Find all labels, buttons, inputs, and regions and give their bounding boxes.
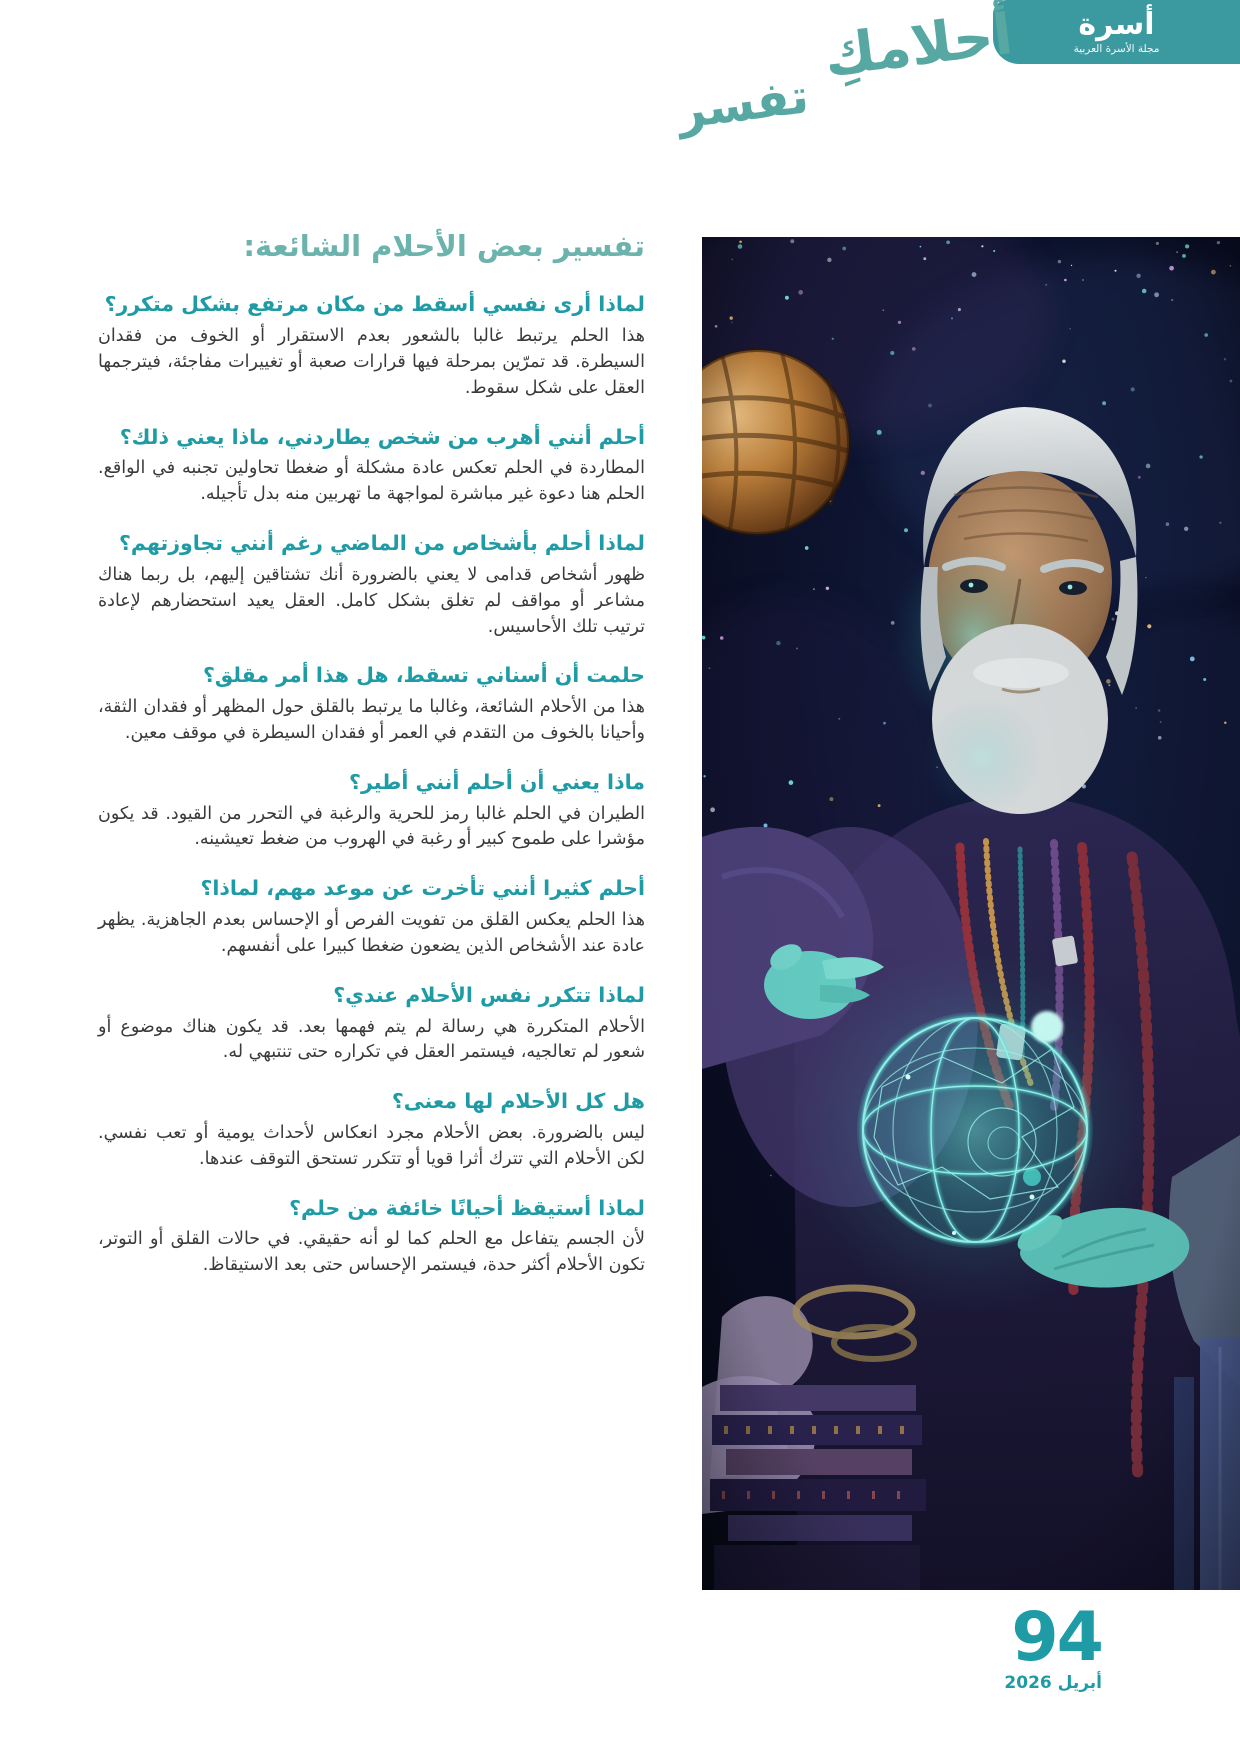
answer-text: ليس بالضرورة. بعض الأحلام مجرد انعكاس لأحداث يومية أو تعب نفسي. لكن الأحلام التي تترك أثرا قويا أو تتكرر تستحق التوقف عندها. bbox=[98, 1123, 645, 1169]
question-heading: لماذا أحلم بأشخاص من الماضي رغم أنني تجاوزتهم؟ bbox=[119, 531, 645, 556]
page-number: 94 bbox=[1011, 1598, 1102, 1677]
answer-text: ظهور أشخاص قدامى لا يعني بالضرورة أنك تشتاقين إليهم، بل ربما هناك مشاعر أو مواقف لم تغلق بشكل كامل. العقل يعيد استحضارهم لإعادة ترتيب تلك الأحاسيس. bbox=[98, 564, 645, 637]
qa-item bbox=[98, 423, 645, 508]
qa-item bbox=[98, 529, 645, 640]
question-heading: أحلم أنني أهرب من شخص يطاردني، ماذا يعني ذلك؟ bbox=[119, 424, 645, 449]
answer-text: لأن الجسم يتفاعل مع الحلم كما لو أنه حقيقي. في حالات القلق أو التوتر، تكون الأحلام أكثر حدة، فيستمر الإحساس حتى بعد الاستيقاظ. bbox=[98, 1229, 645, 1276]
magazine-logo-badge bbox=[993, 0, 1240, 64]
qa-item bbox=[98, 1194, 645, 1279]
magazine-logo: أسرة bbox=[1078, 6, 1155, 42]
article-title-word-2: تفسر bbox=[674, 68, 812, 140]
article-title-calligraphy bbox=[669, 2, 1016, 140]
answer-text: هذا من الأحلام الشائعة، وغالبا ما يرتبط بالقلق حول المظهر أو فقدان الثقة، وأحيانا بالخوف من التقدم في العمر أو فقدان السيطرة في موقف معين. bbox=[98, 697, 645, 744]
answer-text: المطاردة في الحلم تعكس عادة مشكلة أو ضغطا تحاولين تجنبه في الواقع. الحلم هنا دعوة غير مباشرة لمواجهة ما تهربين منه بدل تأجيله. bbox=[98, 458, 645, 505]
qa-item bbox=[98, 768, 645, 853]
article-column bbox=[98, 228, 645, 1300]
question-heading: ماذا يعني أن أحلم أنني أطير؟ bbox=[349, 769, 645, 794]
qa-item bbox=[98, 290, 645, 401]
question-heading: حلمت أن أسناني تسقط، هل هذا أمر مقلق؟ bbox=[202, 663, 645, 688]
question-heading: أحلم كثيرا أنني تأخرت عن موعد مهم، لماذا؟ bbox=[200, 876, 645, 901]
vignette-overlay bbox=[702, 237, 1240, 1590]
answer-text: هذا الحلم يعكس القلق من تفويت الفرص أو الإحساس بعدم الجاهزية. يظهر عادة عند الأشخاص الذين يضعون ضغطا كبيرا على أنفسهم. bbox=[98, 910, 645, 956]
page-footer bbox=[1004, 1598, 1102, 1693]
answer-text: الطيران في الحلم غالبا رمز للحرية والرغبة في التحرر من القيود. قد يكون مؤشرا على طموح كبير أو رغبة في الهروب من ضغط تعيشينه. bbox=[98, 803, 645, 850]
dream-reader-illustration bbox=[702, 237, 1240, 1590]
answer-text: هذا الحلم يرتبط غالبا بالشعور بعدم الاستقرار أو الخوف من فقدان السيطرة. قد تمرّين بمرحلة فيها قرارات صعبة أو تغييرات مفاجئة، فيترجمها العقل على شكل سقوط. bbox=[98, 325, 645, 398]
qa-item bbox=[98, 661, 645, 746]
answer-text: الأحلام المتكررة هي رسالة لم يتم فهمها بعد. قد يكون هناك موضوع أو شعور لم تعالجيه، فيستمر العقل في تكراره حتى تنتبهي له. bbox=[98, 1016, 645, 1063]
section-heading: تفسير بعض الأحلام الشائعة: bbox=[243, 229, 645, 263]
question-heading: لماذا أستيقظ أحيانًا خائفة من حلم؟ bbox=[289, 1195, 645, 1220]
qa-item bbox=[98, 981, 645, 1066]
question-heading: هل كل الأحلام لها معنى؟ bbox=[391, 1089, 645, 1114]
qa-item bbox=[98, 874, 645, 959]
magazine-tagline: مجلة الأسرة العربية bbox=[1073, 42, 1160, 55]
issue-date: أبريل 2026 bbox=[1004, 1672, 1102, 1693]
qa-item bbox=[98, 1087, 645, 1172]
question-heading: لماذا أرى نفسي أسقط من مكان مرتفع بشكل متكرر؟ bbox=[104, 292, 645, 317]
article-title-word-1: أحلامكِ bbox=[820, 2, 1016, 90]
question-heading: لماذا تتكرر نفس الأحلام عندي؟ bbox=[333, 982, 645, 1007]
